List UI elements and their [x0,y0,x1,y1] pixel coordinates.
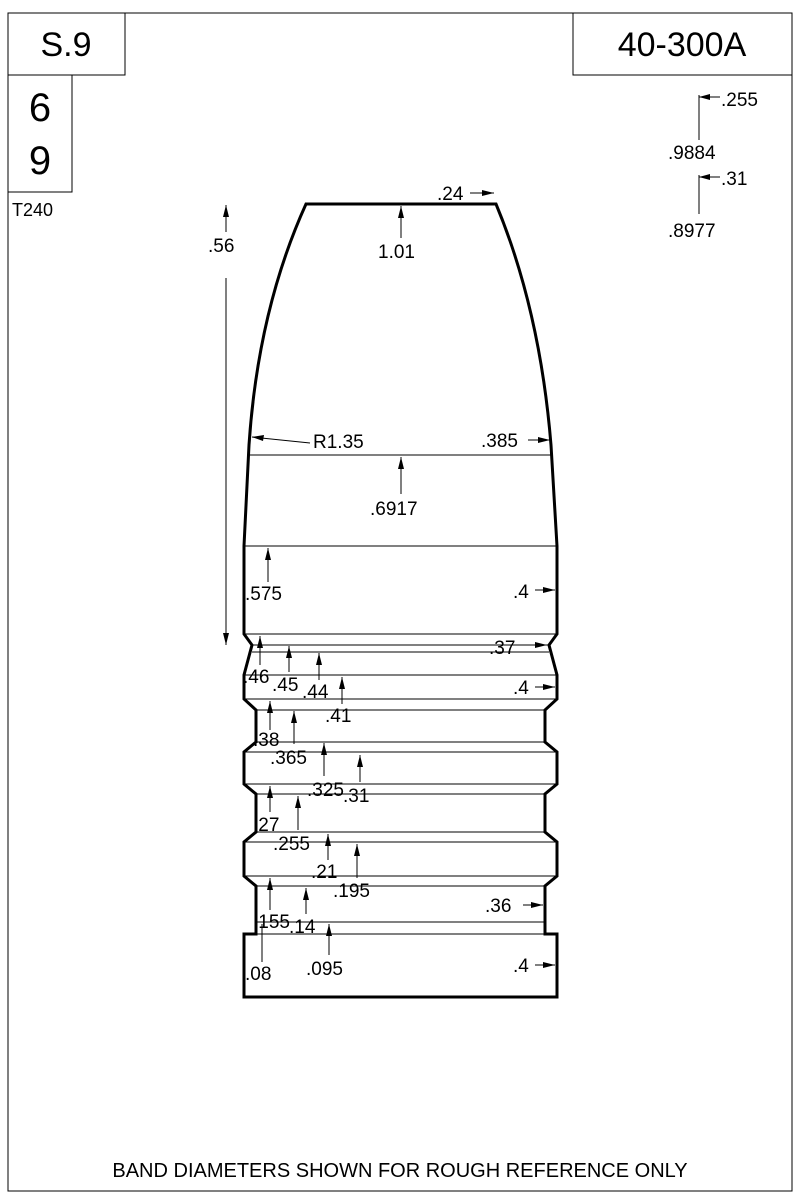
band-dims [243,548,555,985]
series-label: T240 [12,200,54,220]
h-08-label: .08 [245,964,272,985]
h-46-label: .46 [243,667,270,688]
h-38-label: .38 [253,730,280,751]
h-21-label: .21 [311,862,338,883]
nose-length-label: .56 [208,236,235,257]
h-095-label: .095 [306,959,343,980]
h-365-label: .365 [270,748,307,769]
cavity-top: 6 [28,86,52,130]
right-code: 40-300A [617,26,747,64]
h-27-label: .27 [253,815,280,836]
meplat-height-label: 1.01 [378,242,415,263]
left-code: S.9 [40,26,92,64]
groove-last-dia-label: .36 [485,896,512,917]
band2-dia-label: .4 [513,678,529,699]
dim-b-value: .31 [721,169,748,190]
nose-length-dim [208,205,234,645]
h-155-label: .155 [253,912,290,933]
meplat-label: .24 [437,184,464,205]
band1-height-label: .575 [245,584,282,605]
dim-b-label: .8977 [668,221,716,242]
bearing-dia-label: .385 [481,431,518,452]
h-255-label: .255 [273,834,310,855]
groove1-dia-label: .37 [489,638,516,659]
meplat-dim [378,184,494,263]
h-14-label: .14 [289,917,316,938]
cavity-bottom: 9 [28,139,52,183]
base-band-dia-label: .4 [513,956,529,977]
ogive-radius-label: R1.35 [313,432,364,453]
ogive-base-height-label: .6917 [370,499,418,520]
h-31-label: .31 [343,786,370,807]
ogive-dims [252,431,550,520]
top-right-dim-b [668,169,747,242]
h-325-label: .325 [307,780,344,801]
h-41-label: .41 [325,706,352,727]
h-195-label: .195 [333,881,370,902]
sheet-border [8,13,792,1191]
h-45-label: .45 [272,675,299,696]
dim-a-value: .255 [721,90,758,111]
footer-note: BAND DIAMETERS SHOWN FOR ROUGH REFERENCE ONLY [112,1160,688,1182]
dim-a-label: .9884 [668,143,716,164]
band1-dia-label: .4 [513,582,529,603]
bullet-profile [244,204,557,997]
h-44-label: .44 [302,682,329,703]
top-right-dim-a [668,90,758,164]
